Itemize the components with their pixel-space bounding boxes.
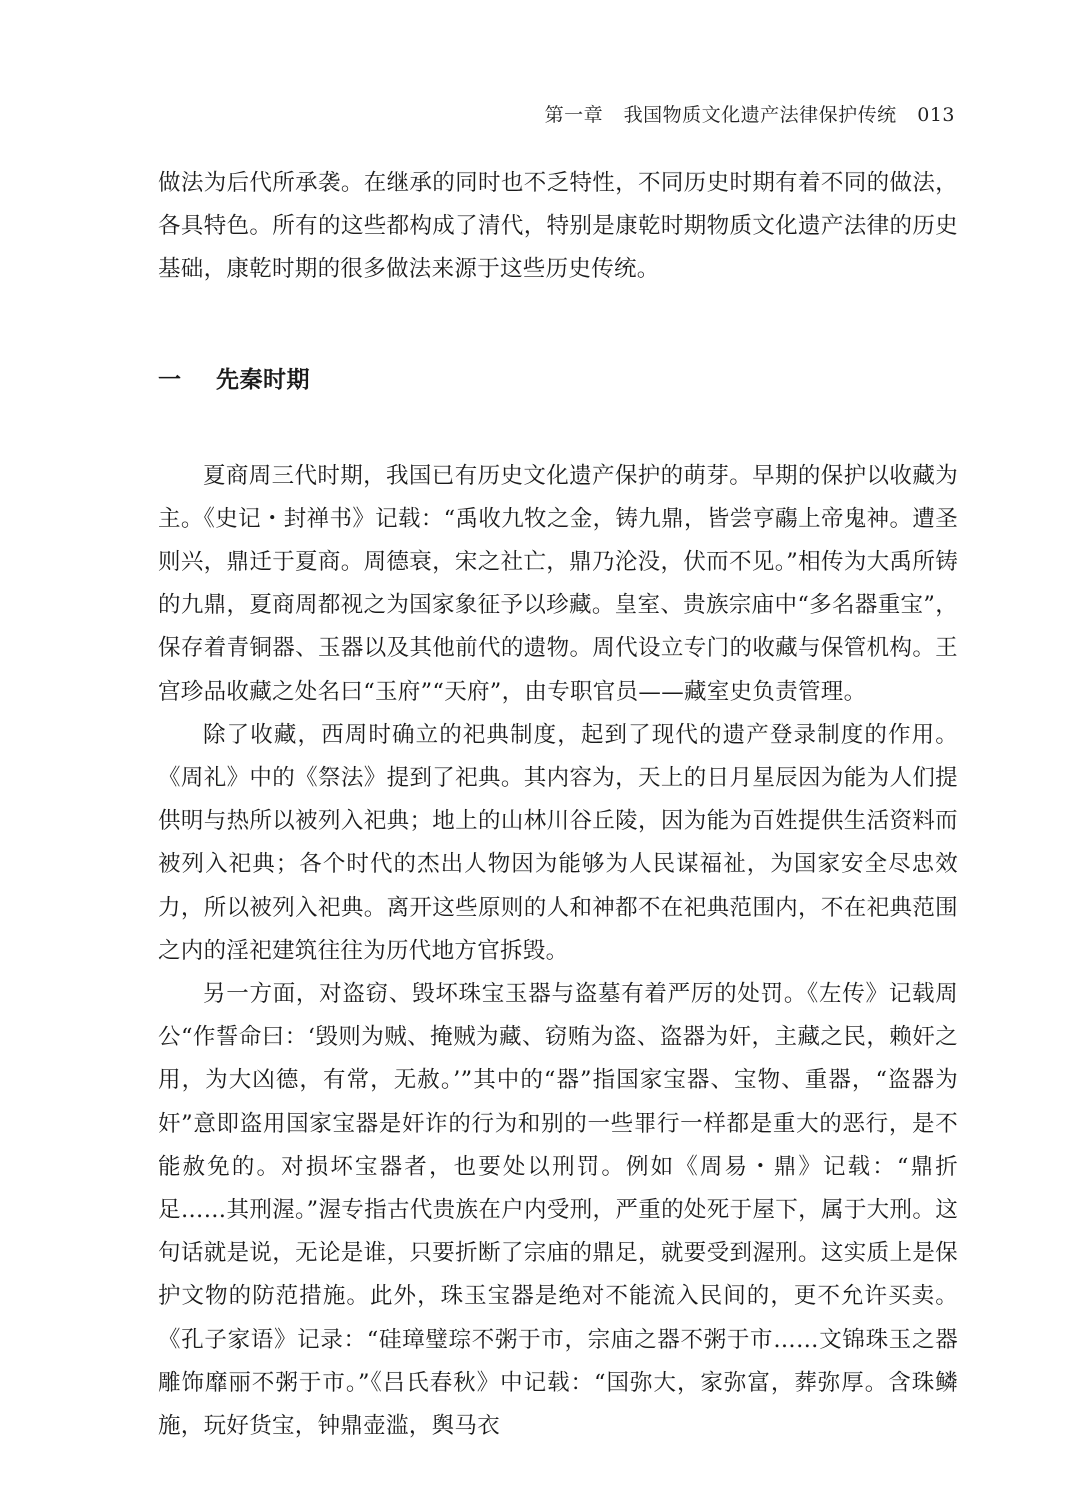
header-chapter-title: 我国物质文化遗产法律保护传统 [623, 104, 897, 126]
running-header [545, 100, 955, 127]
page-body [158, 162, 958, 1448]
section-number: 一 [158, 365, 182, 393]
body-paragraph-1: 夏商周三代时期，我国已有历史文化遗产保护的萌芽。早期的保护以收藏为主。《史记・封禅书》记载：“禹收九牧之金，铸九鼎，皆尝亨鬺上帝鬼神。遭圣则兴，鼎迁于夏商。周德衰，宋之社亡，鼎乃沦没，伏而不见。”相传为大禹所铸的九鼎，夏商周都视之为国家象征予以珍藏。皇室、贵族宗庙中“多名器重宝”，保存着青铜器、玉器以及其他前代的遗物。周代设立专门的收藏与保管机构。王宫珍品收藏之处名曰“玉府”“天府”，由专职官员——藏室史负责管理。 [158, 462, 958, 705]
intro-paragraph: 做法为后代所承袭。在继承的同时也不乏特性，不同历史时期有着不同的做法，各具特色。所有的这些都构成了清代，特别是康乾时期物质文化遗产法律的历史基础，康乾时期的很多做法来源于这些历史传统。 [158, 170, 958, 283]
section-heading [158, 358, 958, 401]
body-paragraph-3: 另一方面，对盗窃、毁坏珠宝玉器与盗墓有着严厉的处罚。《左传》记载周公“作誓命曰：‘毁则为贼、掩贼为藏、窃贿为盗、盗器为奸，主藏之民，赖奸之用，为大凶德，有常，无赦。’”其中的“器”指国家宝器、宝物、重器，“盗器为奸”意即盗用国家宝器是奸诈的行为和别的一些罪行一样都是重大的恶行，是不能赦免的。对损坏宝器者，也要处以刑罚。例如《周易・鼎》记载：“鼎折足……其刑渥。”渥专指古代贵族在户内受刑，严重的处死于屋下，属于大刑。这句话就是说，无论是谁，只要折断了宗庙的鼎足，就要受到渥刑。这实质上是保护文物的防范措施。此外，珠玉宝器是绝对不能流入民间的，更不允许买卖。《孔子家语》记录：“硅璋璧琮不粥于市，宗庙之器不粥于市……文锦珠玉之器雕饰靡丽不粥于市。”《吕氏春秋》中记载：“国弥大，家弥富，葬弥厚。含珠鳞施，玩好货宝，钟鼎壶滥，舆马衣 [158, 981, 958, 1440]
page-number: 013 [917, 104, 955, 126]
body-paragraph-2: 除了收藏，西周时确立的祀典制度，起到了现代的遗产登录制度的作用。《周礼》中的《祭法》提到了祀典。其内容为，天上的日月星辰因为能为人们提供明与热所以被列入祀典；地上的山林川谷丘陵，因为能为百姓提供生活资料而被列入祀典；各个时代的杰出人物因为能够为人民谋福祉，为国家安全尽忠效力，所以被列入祀典。离开这些原则的人和神都不在祀典范围内，不在祀典范围之内的淫祀建筑往往为历代地方官拆毁。 [158, 721, 958, 964]
header-chapter: 第一章 [544, 104, 604, 126]
section-title: 先秦时期 [216, 365, 311, 393]
